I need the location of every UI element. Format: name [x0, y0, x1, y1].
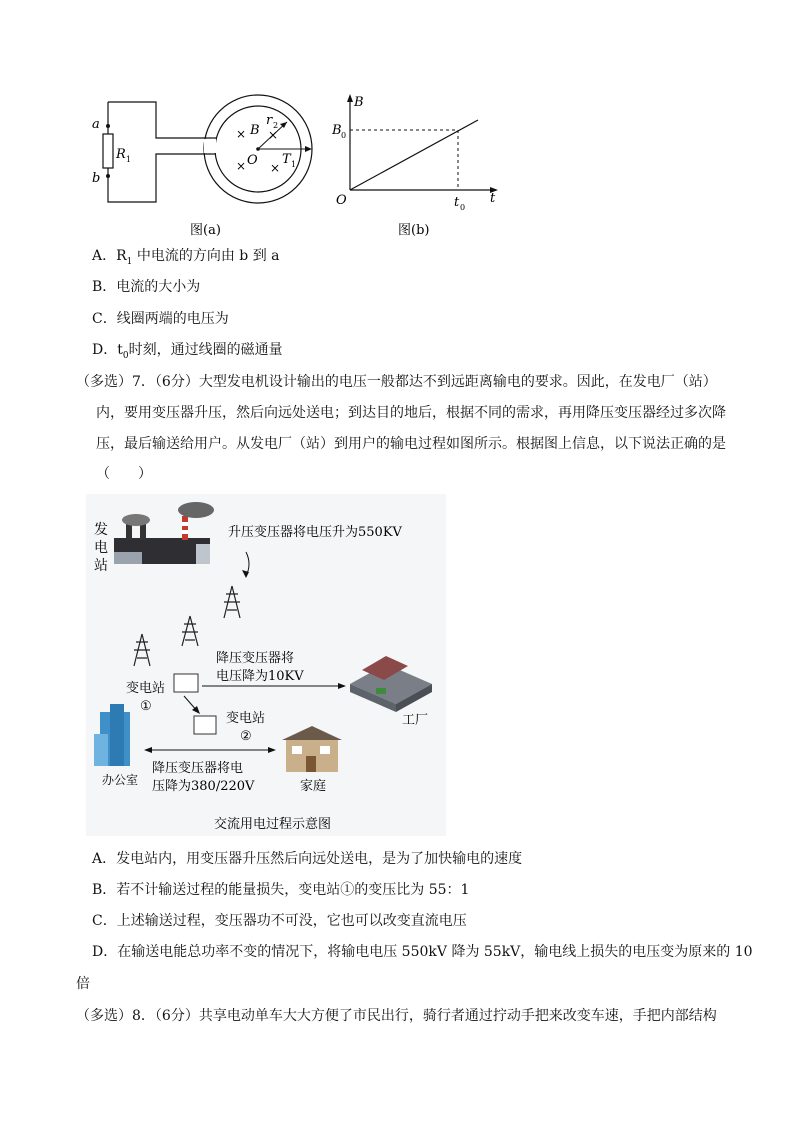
sub1-num: ① — [140, 699, 152, 714]
origin-O: O — [336, 193, 347, 208]
q7-option-c: C．上述输送过程，变压器功不可没，它也可以改变直流电压 — [92, 913, 467, 929]
q7-option-d-line1: D．在输送电能总功率不变的情况下，将输电电压 550kV 降为 55kV，输电线上损失的电压变为原来的 10 — [92, 944, 753, 960]
substation-1-icon — [174, 674, 198, 692]
svg-text:1: 1 — [126, 155, 132, 164]
svg-text:0: 0 — [341, 131, 347, 140]
figure-a — [80, 86, 330, 246]
step-up-label: 升压变压器将电压升为550KV — [228, 525, 402, 540]
step-down2-line2: 压降为380/220V — [152, 779, 255, 794]
station-char-1: 发 — [94, 522, 108, 538]
svg-text:2: 2 — [273, 121, 279, 130]
label-t0: t — [454, 195, 460, 210]
svg-text:0: 0 — [460, 203, 466, 212]
figure-b — [330, 86, 510, 246]
q7-stem-line3: 压，最后输送给用户。从发电厂（站）到用户的输电过程如图所示。根据图上信息，以下说法正确的是 — [96, 436, 726, 452]
station-char-3: 站 — [94, 558, 108, 574]
q7-stem-line4: （ ） — [96, 466, 152, 482]
caption-b: 图(b) — [398, 223, 430, 238]
step-down1-line2: 电压降为10KV — [216, 669, 304, 684]
cross-4: × — [270, 161, 281, 175]
q6-option-a: A．$R_1$ 中电流的方向由 b 到 a — [92, 248, 280, 267]
cross-3: × — [236, 159, 247, 173]
sub2-num: ② — [240, 729, 252, 744]
step-down2-line1: 降压变压器将电 — [152, 761, 244, 776]
label-T1: T — [282, 152, 291, 167]
home-label: 家庭 — [300, 779, 327, 794]
sub2-label: 变电站 — [226, 711, 266, 726]
svg-text:1: 1 — [291, 160, 297, 169]
substation-2-icon — [194, 716, 216, 734]
q7-stem-line1: （多选）7．（6分）大型发电机设计输出的电压一般都达不到远距离输电的要求。因此，在发电厂（站） — [76, 374, 717, 390]
power-transmission-diagram — [86, 494, 446, 836]
station-char-2: 电 — [94, 540, 108, 556]
label-r2: r — [266, 113, 273, 128]
axis-B: B — [354, 95, 364, 110]
q6-option-b: B．电流的大小为 — [92, 279, 201, 295]
q7-stem-line2: 内，要用变压器升压，然后向远处送电；到达目的地后，根据不同的需求，再用降压变压器经过多次降 — [96, 405, 726, 421]
q7-option-d-line2: 倍 — [76, 976, 90, 992]
caption-a: 图(a) — [190, 223, 221, 238]
diagram-caption: 交流用电过程示意图 — [214, 817, 332, 832]
label-b: b — [92, 171, 101, 186]
resistor-r1 — [103, 134, 113, 168]
factory-label: 工厂 — [402, 713, 429, 728]
label-r: R — [116, 147, 126, 162]
label-O: O — [247, 153, 258, 168]
q6-option-d: D．$t_0$时刻，通过线圈的磁通量 — [92, 342, 283, 361]
sub1-label: 变电站 — [126, 681, 166, 696]
label-a: a — [92, 117, 100, 132]
step-down1-line1: 降压变压器将 — [216, 651, 295, 666]
q8-stem-line1: （多选）8．（6分）共享电动单车大大方便了市民出行，骑行者通过拧动手把来改变车速，手把内部结构 — [76, 1008, 717, 1024]
q6-option-c: C．线圈两端的电压为 — [92, 311, 229, 327]
label-B0: B — [332, 123, 342, 138]
cross-1: × — [236, 127, 247, 141]
q7-option-b: B．若不计输送过程的能量损失，变电站①的变压比为 55：1 — [92, 882, 470, 898]
axis-t: t — [490, 191, 496, 206]
cross-2: × — [268, 128, 279, 142]
q7-option-a: A．发电站内，用变压器升压然后向远处送电，是为了加快输电的速度 — [92, 851, 523, 867]
office-label: 办公室 — [102, 773, 139, 787]
label-B: B — [250, 123, 260, 138]
